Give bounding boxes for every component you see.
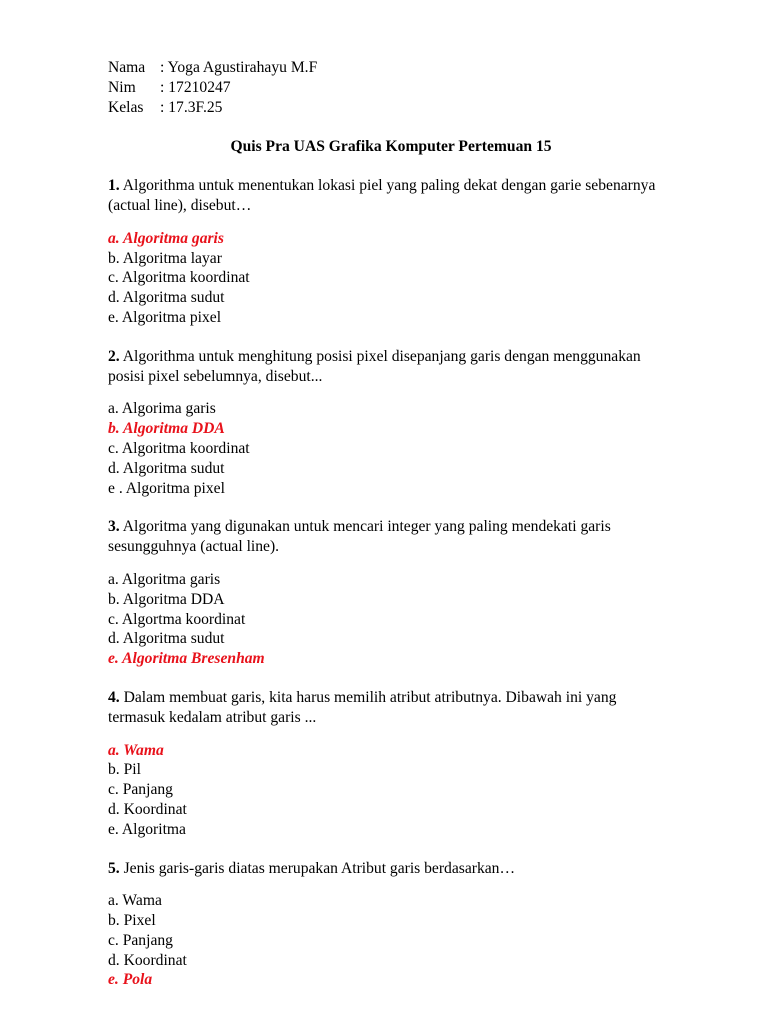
info-row-kelas — [108, 98, 668, 118]
answer-option: c. Panjang — [108, 931, 173, 949]
answer-options — [108, 891, 668, 990]
info-label: Nim — [108, 78, 136, 96]
answer-option: a. Algoritma garis — [108, 570, 221, 588]
question-block — [108, 688, 668, 840]
answer-option-correct: e. Algoritma Bresenham — [108, 650, 265, 668]
answer-option-correct: a. Wama — [108, 741, 164, 759]
answer-option: a. Algorima garis — [108, 400, 216, 418]
question-number: 1. — [108, 177, 120, 195]
question-block — [108, 517, 668, 669]
quiz-sheet — [108, 58, 668, 1009]
info-label: Nama — [108, 59, 146, 76]
answer-option: e . Algoritma pixel — [108, 479, 225, 497]
answer-option: a. Wama — [108, 892, 162, 910]
info-value: : 17210247 — [160, 78, 231, 96]
answer-option: d. Koordinat — [108, 800, 187, 818]
question-stem: Dalam membuat garis, kita harus memilih atribut atributnya. Dibawah ini yang termasuk kedalam atribut garis ... — [108, 688, 617, 726]
answer-option: d. Koordinat — [108, 951, 187, 969]
answer-option: e. Algoritma pixel — [108, 308, 222, 326]
info-value: : 17.3F.25 — [160, 98, 223, 116]
answer-option: c. Algoritma koordinat — [108, 439, 250, 457]
question-stem: Jenis garis-garis diatas merupakan Atribut garis berdasarkan… — [119, 859, 516, 877]
answer-options — [108, 570, 668, 669]
question-text — [108, 859, 668, 879]
answer-option: d. Algoritma sudut — [108, 459, 225, 477]
question-stem: Algorithma untuk menghitung posisi pixel disepanjang garis dengan menggunakan posisi pixel sebelumnya, disebut... — [108, 347, 641, 385]
answer-option-correct: a. Algoritma garis — [108, 229, 224, 247]
question-stem: Algoritma yang digunakan untuk mencari integer yang paling mendekati garis sesungguhnya (actual line). — [108, 518, 611, 556]
question-stem: Algorithma untuk menentukan lokasi piel yang paling dekat dengan garie sebenarnya (actual line), disebut… — [108, 177, 656, 214]
info-value: : Yoga Agustirahayu M.F — [160, 59, 318, 76]
answer-option: b. Pixel — [108, 912, 156, 930]
question-list — [108, 176, 668, 990]
question-text — [108, 176, 668, 216]
question-block — [108, 859, 668, 991]
student-info — [108, 58, 668, 117]
info-row-name — [108, 58, 668, 78]
answer-option: c. Algoritma koordinat — [108, 269, 250, 287]
answer-option: b. Algoritma layar — [108, 249, 222, 267]
answer-option-correct: b. Algoritma DDA — [108, 420, 225, 438]
page-title: Quis Pra UAS Grafika Komputer Pertemuan 15 — [230, 138, 552, 156]
question-text — [108, 517, 668, 557]
info-label: Kelas — [108, 98, 144, 116]
answer-option: b. Pil — [108, 761, 141, 779]
question-number: 2. — [108, 347, 120, 365]
answer-options — [108, 399, 668, 498]
question-text — [108, 688, 668, 728]
question-block — [108, 176, 668, 328]
answer-option: d. Algoritma sudut — [108, 630, 225, 648]
question-number: 5. — [108, 859, 120, 877]
answer-option: c. Panjang — [108, 781, 173, 799]
answer-options — [108, 741, 668, 840]
answer-option: b. Algoritma DDA — [108, 590, 225, 608]
question-block — [108, 347, 668, 499]
answer-option: d. Algoritma sudut — [108, 289, 225, 307]
info-row-nim — [108, 78, 668, 98]
answer-option: e. Algoritma — [108, 820, 186, 838]
question-number: 4. — [108, 688, 120, 706]
answer-options — [108, 229, 668, 328]
answer-option-correct: e. Pola — [108, 971, 153, 989]
question-text — [108, 347, 668, 387]
question-number: 3. — [108, 518, 120, 536]
answer-option: c. Algortma koordinat — [108, 610, 246, 628]
